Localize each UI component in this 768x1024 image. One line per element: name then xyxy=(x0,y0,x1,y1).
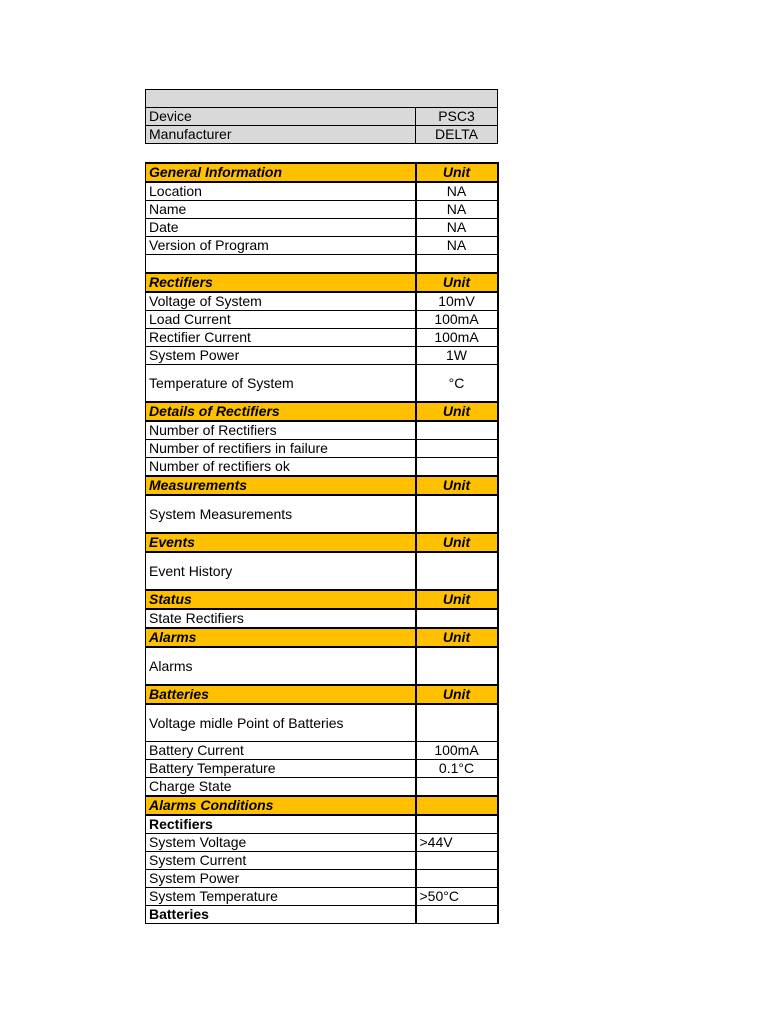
label-cell[interactable]: System Measurements xyxy=(146,495,416,533)
label-cell[interactable]: Battery Current xyxy=(146,742,416,760)
table-spacer xyxy=(145,144,497,162)
table-row xyxy=(146,458,498,477)
label-cell[interactable]: Battery Temperature xyxy=(146,760,416,778)
table-row xyxy=(146,742,498,760)
table-row xyxy=(146,906,498,924)
table-row xyxy=(146,311,498,329)
header-blank-row xyxy=(146,90,498,108)
label-cell[interactable]: Rectifier Current xyxy=(146,329,416,347)
unit-cell[interactable] xyxy=(416,609,498,628)
unit-cell[interactable] xyxy=(416,906,498,924)
unit-cell[interactable]: NA xyxy=(416,201,498,219)
unit-cell[interactable] xyxy=(416,495,498,533)
label-cell[interactable]: System Voltage xyxy=(146,834,416,852)
label-cell[interactable]: Temperature of System xyxy=(146,365,416,403)
table-row xyxy=(146,440,498,458)
table-row xyxy=(146,329,498,347)
section-header-row xyxy=(146,590,498,609)
section-title-cell[interactable]: Alarms Conditions xyxy=(146,796,416,815)
header-label-cell[interactable]: Manufacturer xyxy=(146,126,416,144)
label-cell[interactable]: Version of Program xyxy=(146,237,416,255)
table-row xyxy=(146,647,498,685)
label-cell[interactable]: Number of rectifiers in failure xyxy=(146,440,416,458)
label-cell[interactable]: Event History xyxy=(146,552,416,590)
section-header-row xyxy=(146,685,498,704)
label-cell[interactable]: Date xyxy=(146,219,416,237)
unit-cell[interactable] xyxy=(416,440,498,458)
unit-cell[interactable] xyxy=(416,704,498,742)
table-row xyxy=(146,760,498,778)
label-cell[interactable]: Voltage midle Point of Batteries xyxy=(146,704,416,742)
unit-cell[interactable] xyxy=(416,870,498,888)
label-cell[interactable]: Charge State xyxy=(146,778,416,797)
unit-cell[interactable] xyxy=(416,778,498,797)
table-row xyxy=(146,609,498,628)
header-value-cell[interactable]: DELTA xyxy=(416,126,498,144)
table-row xyxy=(146,704,498,742)
unit-header-cell[interactable] xyxy=(416,796,498,815)
unit-cell[interactable] xyxy=(416,815,498,834)
unit-header-cell[interactable]: Unit xyxy=(416,476,498,495)
section-title-cell[interactable]: Measurements xyxy=(146,476,416,495)
table-row xyxy=(146,237,498,255)
header-row xyxy=(146,108,498,126)
table-row xyxy=(146,182,498,201)
unit-cell[interactable] xyxy=(416,458,498,477)
label-cell[interactable]: System Power xyxy=(146,347,416,365)
unit-header-cell[interactable]: Unit xyxy=(416,685,498,704)
unit-cell[interactable]: 1W xyxy=(416,347,498,365)
table-row xyxy=(146,292,498,311)
unit-cell[interactable]: 100mA xyxy=(416,329,498,347)
unit-cell[interactable]: 100mA xyxy=(416,742,498,760)
unit-cell[interactable]: °C xyxy=(416,365,498,403)
section-title-cell[interactable]: General Information xyxy=(146,163,416,182)
label-cell[interactable]: System Current xyxy=(146,852,416,870)
label-cell[interactable]: Load Current xyxy=(146,311,416,329)
header-row xyxy=(146,126,498,144)
label-cell[interactable]: Alarms xyxy=(146,647,416,685)
unit-cell[interactable]: NA xyxy=(416,182,498,201)
unit-header-cell[interactable]: Unit xyxy=(416,590,498,609)
table-row xyxy=(146,255,498,274)
unit-cell[interactable]: NA xyxy=(416,237,498,255)
section-header-row xyxy=(146,273,498,292)
header-value-cell[interactable]: PSC3 xyxy=(416,108,498,126)
table-row xyxy=(146,347,498,365)
unit-header-cell[interactable]: Unit xyxy=(416,163,498,182)
header-blank-cell[interactable] xyxy=(146,90,498,108)
unit-cell[interactable] xyxy=(416,255,498,274)
table-row xyxy=(146,815,498,834)
section-title-cell[interactable]: Batteries xyxy=(146,685,416,704)
label-cell[interactable]: Number of Rectifiers xyxy=(146,421,416,440)
label-cell[interactable]: System Temperature xyxy=(146,888,416,906)
section-header-row xyxy=(146,796,498,815)
label-cell[interactable]: Voltage of System xyxy=(146,292,416,311)
spreadsheet xyxy=(145,89,497,924)
label-cell[interactable]: Batteries xyxy=(146,906,416,924)
label-cell[interactable]: Number of rectifiers ok xyxy=(146,458,416,477)
section-header-row xyxy=(146,476,498,495)
section-title-cell[interactable]: Status xyxy=(146,590,416,609)
label-cell[interactable]: System Power xyxy=(146,870,416,888)
section-title-cell[interactable]: Events xyxy=(146,533,416,552)
table-row xyxy=(146,495,498,533)
parameters-table xyxy=(145,162,499,924)
table-row xyxy=(146,421,498,440)
unit-cell[interactable]: 10mV xyxy=(416,292,498,311)
section-header-row xyxy=(146,402,498,421)
table-row xyxy=(146,852,498,870)
unit-cell[interactable] xyxy=(416,647,498,685)
unit-cell[interactable]: >50°C xyxy=(416,888,498,906)
unit-cell[interactable] xyxy=(416,421,498,440)
section-header-row xyxy=(146,533,498,552)
section-title-cell[interactable]: Details of Rectifiers xyxy=(146,402,416,421)
unit-cell[interactable]: NA xyxy=(416,219,498,237)
unit-cell[interactable]: 0.1°C xyxy=(416,760,498,778)
table-row xyxy=(146,201,498,219)
section-title-cell[interactable]: Rectifiers xyxy=(146,273,416,292)
label-cell[interactable] xyxy=(146,255,416,274)
unit-header-cell[interactable]: Unit xyxy=(416,402,498,421)
table-row xyxy=(146,365,498,403)
unit-cell[interactable]: 100mA xyxy=(416,311,498,329)
unit-header-cell[interactable]: Unit xyxy=(416,628,498,647)
table-row xyxy=(146,219,498,237)
unit-cell[interactable]: >44V xyxy=(416,834,498,852)
unit-cell[interactable] xyxy=(416,552,498,590)
table-row xyxy=(146,778,498,797)
label-cell[interactable]: Rectifiers xyxy=(146,815,416,834)
unit-cell[interactable] xyxy=(416,852,498,870)
table-row xyxy=(146,834,498,852)
label-cell[interactable]: State Rectifiers xyxy=(146,609,416,628)
label-cell[interactable]: Name xyxy=(146,201,416,219)
device-info-table xyxy=(145,89,498,144)
table-row xyxy=(146,552,498,590)
section-title-cell[interactable]: Alarms xyxy=(146,628,416,647)
unit-header-cell[interactable]: Unit xyxy=(416,273,498,292)
section-header-row xyxy=(146,163,498,182)
unit-header-cell[interactable]: Unit xyxy=(416,533,498,552)
header-label-cell[interactable]: Device xyxy=(146,108,416,126)
section-header-row xyxy=(146,628,498,647)
table-row xyxy=(146,888,498,906)
label-cell[interactable]: Location xyxy=(146,182,416,201)
table-row xyxy=(146,870,498,888)
